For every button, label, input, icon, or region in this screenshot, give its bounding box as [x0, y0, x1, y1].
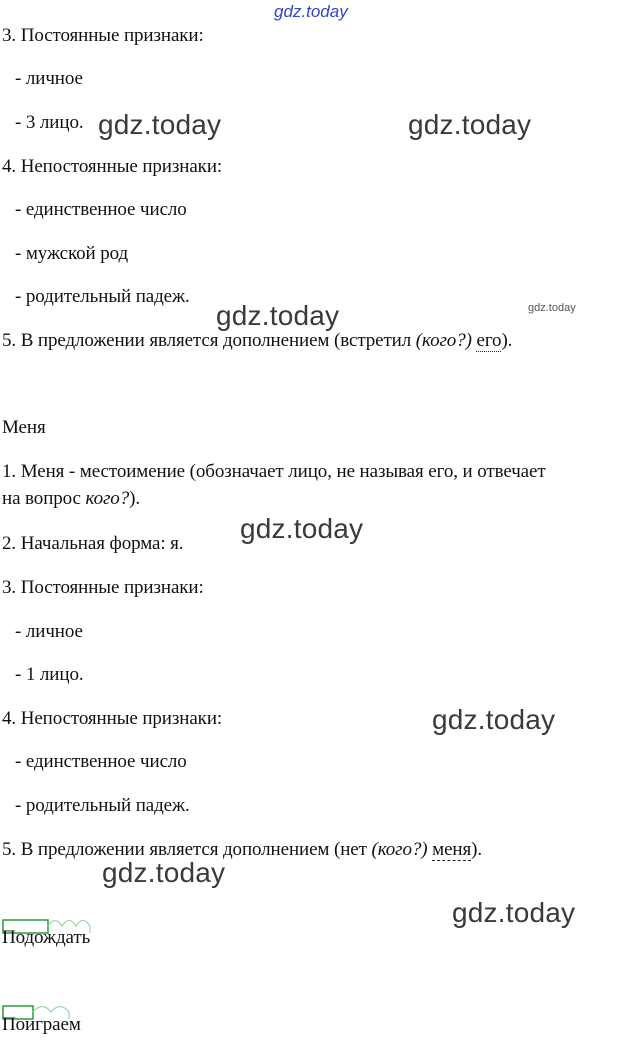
watermark: gdz.today — [452, 897, 576, 928]
feature-item: - родительный падеж. — [15, 286, 190, 307]
watermark: gdz.today — [216, 300, 340, 331]
constant-features-heading: 3. Постоянные признаки: — [2, 25, 204, 46]
sentence-role — [2, 838, 482, 862]
watermark: gdz.today — [240, 513, 364, 544]
feature-item: - личное — [15, 621, 83, 642]
watermark: gdz.today — [102, 857, 226, 888]
definition-line — [2, 487, 140, 511]
sentence-role — [2, 329, 512, 353]
variable-features-heading: 4. Непостоянные признаки: — [2, 708, 223, 729]
watermark: gdz.today — [432, 704, 556, 735]
variable-features-heading: 4. Непостоянные признаки: — [2, 156, 223, 177]
feature-item: - личное — [15, 68, 83, 89]
word-title: Поиграем — [2, 1014, 81, 1035]
feature-item: - родительный падеж. — [15, 795, 190, 816]
object-word: меня — [432, 839, 472, 860]
watermark-small: gdz.today — [528, 302, 576, 314]
feature-item: - 3 лицо. — [15, 112, 84, 133]
feature-item: - единственное число — [15, 751, 187, 772]
sentence-role-end: ). — [471, 839, 483, 860]
word-title: Подождать — [2, 927, 91, 948]
definition-end: ). — [129, 488, 140, 509]
feature-item: - мужской род — [15, 243, 129, 264]
section-title: Меня — [2, 417, 46, 438]
sentence-role-end: ). — [501, 330, 513, 351]
feature-item: - единственное число — [15, 199, 187, 220]
feature-item: - 1 лицо. — [15, 664, 84, 685]
question: кого? — [85, 488, 130, 509]
initial-form: 2. Начальная форма: я. — [2, 533, 184, 554]
top-watermark: gdz.today — [274, 2, 348, 21]
object-word: его — [476, 330, 502, 351]
definition-text: на вопрос — [2, 488, 86, 509]
sentence-role-text: 5. В предложении является дополнением (встретил — [2, 330, 416, 351]
sentence-role-text: 5. В предложении является дополнением (нет — [2, 839, 372, 860]
watermark: gdz.today — [98, 109, 222, 140]
constant-features-heading: 3. Постоянные признаки: — [2, 577, 204, 598]
watermark: gdz.today — [408, 109, 532, 140]
question: (кого?) — [415, 330, 472, 351]
question: (кого?) — [371, 839, 428, 860]
definition-line: 1. Меня - местоимение (обозначает лицо, не называя его, и отвечает — [2, 461, 546, 482]
